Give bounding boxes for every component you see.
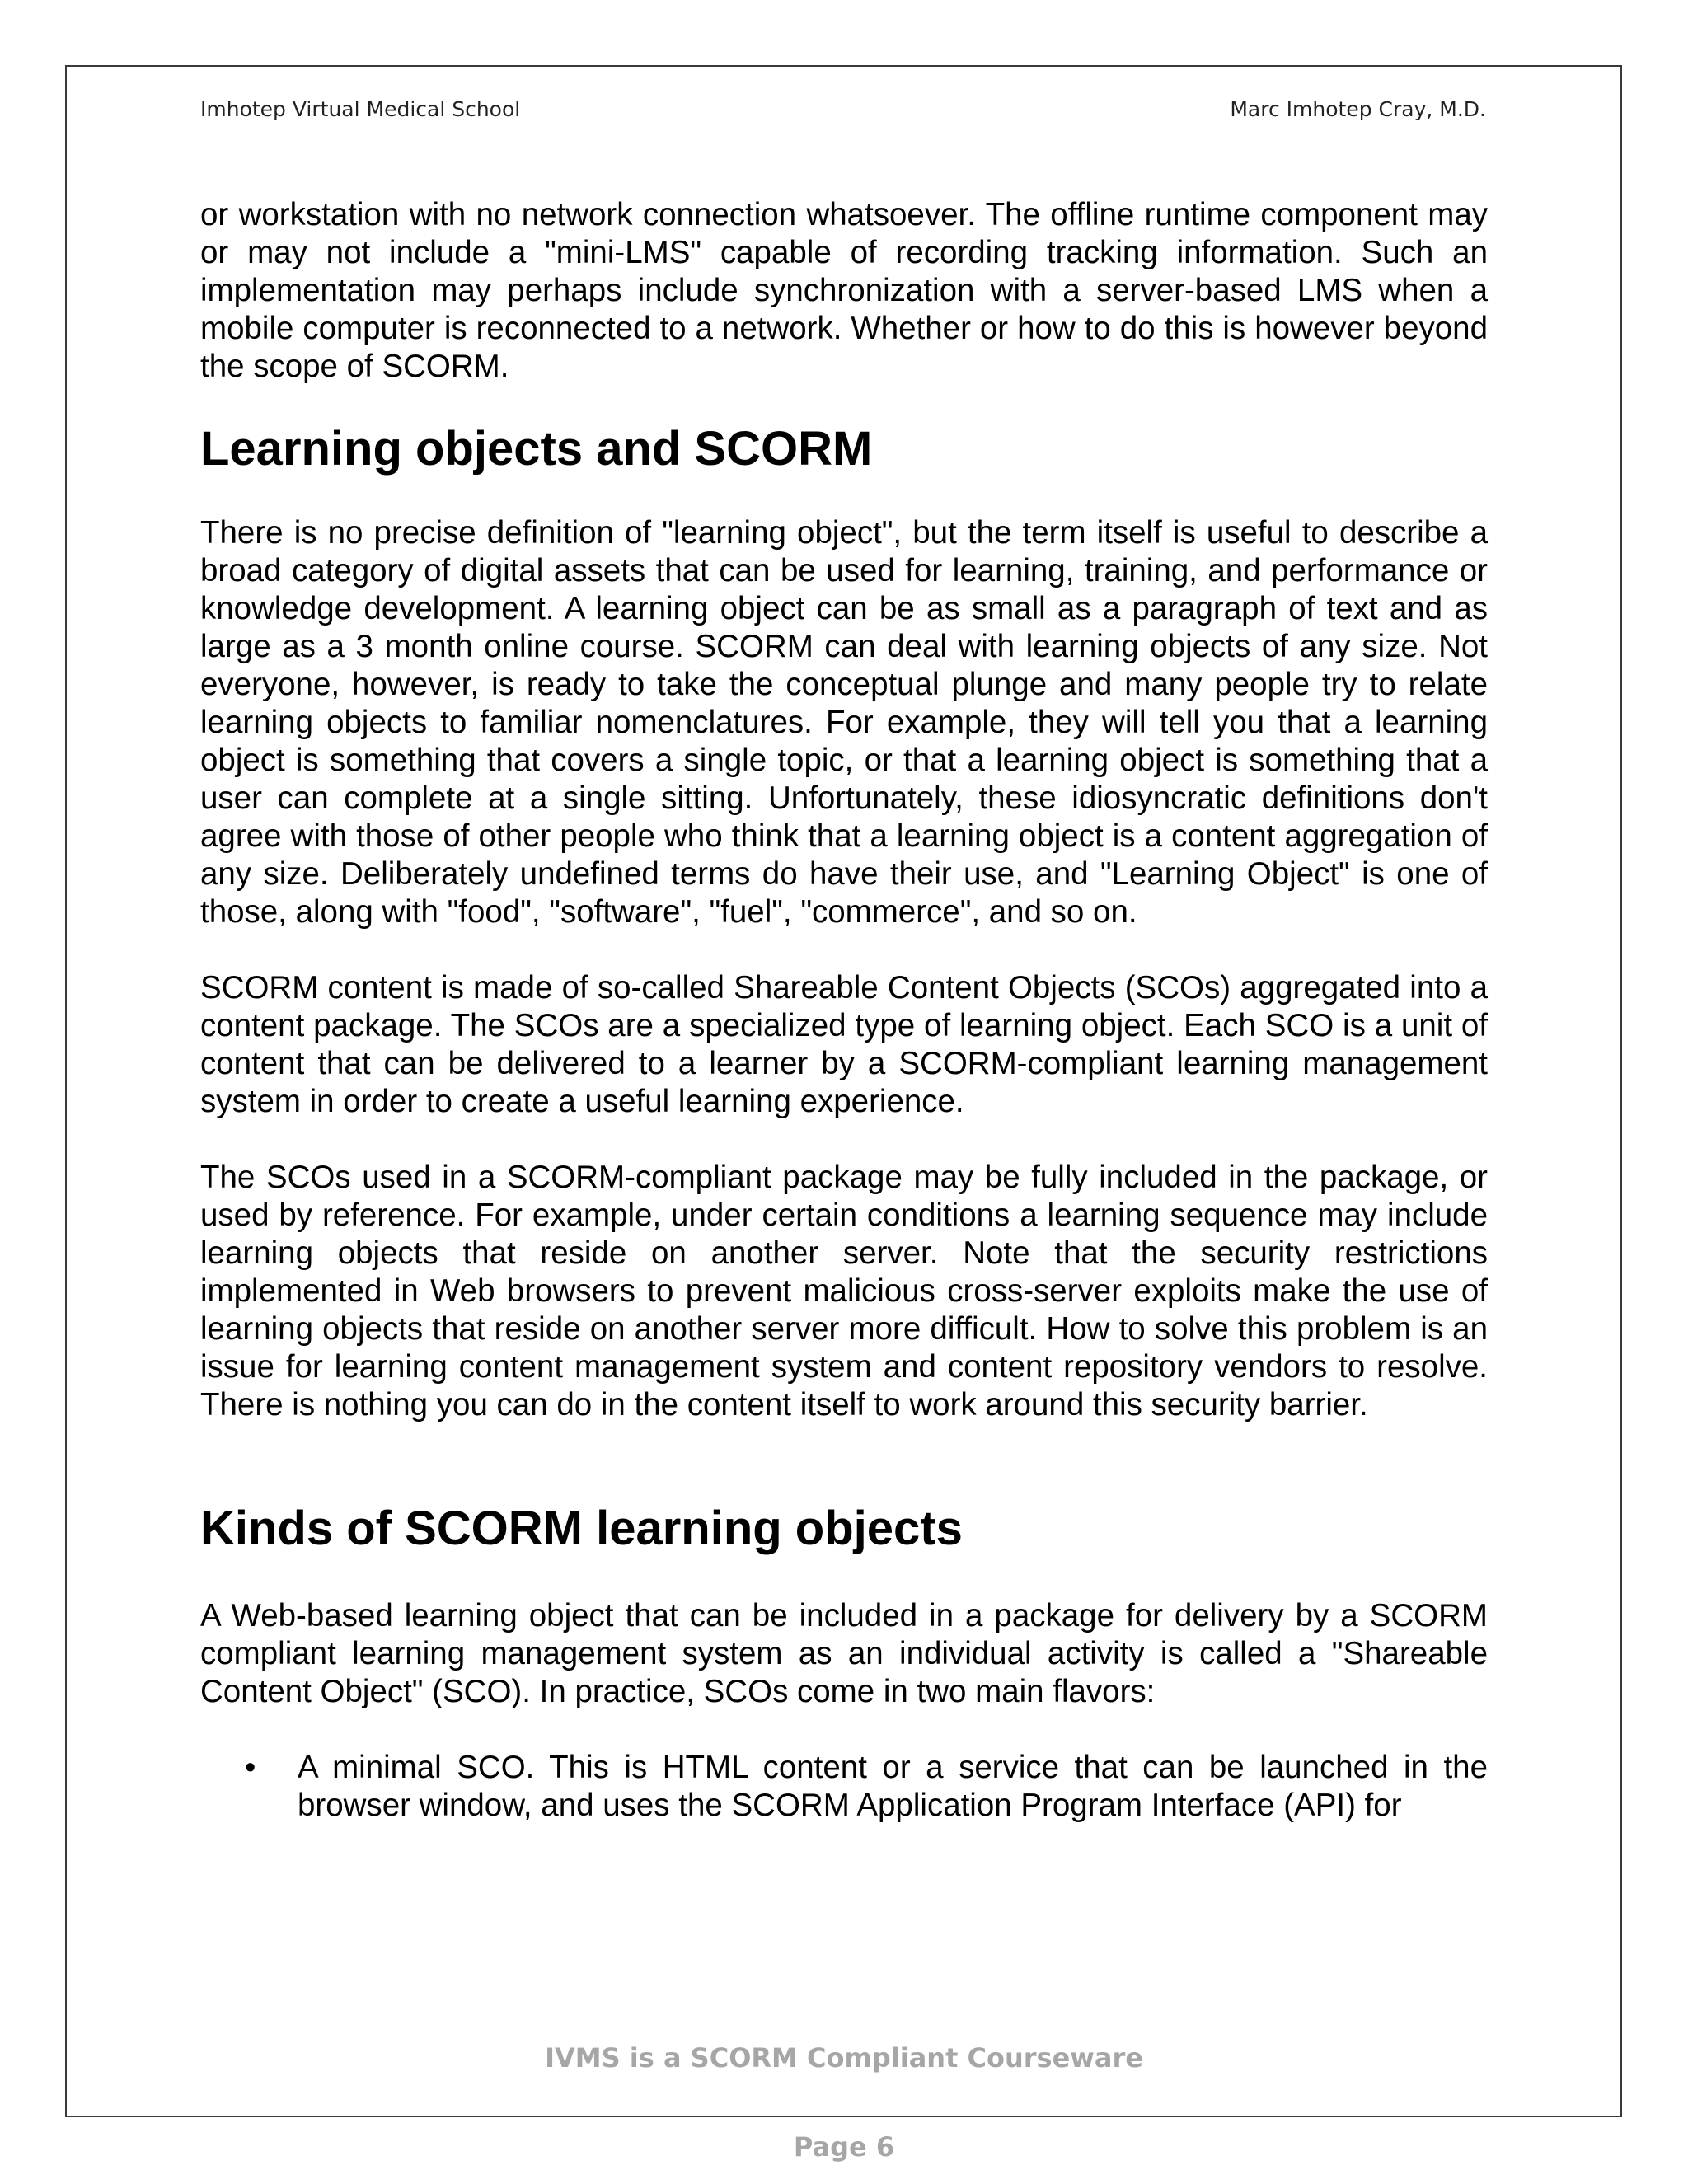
header-author-name: Marc Imhotep Cray, M.D. — [1230, 97, 1486, 121]
bullet-icon: • — [245, 1750, 256, 1785]
sco-flavors-list — [200, 1749, 1488, 1825]
footer-title: IVMS is a SCORM Compliant Courseware — [545, 2042, 1143, 2074]
list-item-text: A minimal SCO. This is HTML content or a service that can be launched in the browser window, and uses the SCORM Application Program Interface (API) for — [298, 1750, 1488, 1823]
header-school-name: Imhotep Virtual Medical School — [200, 97, 521, 121]
paragraph-scorm-content: SCORM content is made of so-called Shareable Content Objects (SCOs) aggregated into a content package. The SCOs are a specialized type of learning object. Each SCO is a unit of content that can be delivered to a learner by a SCORM-compliant learning management system in order to create a useful learning experience. — [200, 970, 1488, 1119]
section-heading-kinds-of-scorm: Kinds of SCORM learning objects — [200, 1502, 963, 1555]
section-heading-learning-objects: Learning objects and SCORM — [200, 422, 873, 476]
paragraph-sco-definition: A Web-based learning object that can be included in a package for delivery by a SCORM compliant learning management system as an individual activity is called a "Shareable Content Object" (SCO). In practice, SCOs come in two main flavors: — [200, 1598, 1488, 1709]
intro-paragraph: or workstation with no network connection whatsoever. The offline runtime component may or may not include a "mini-LMS" capable of recording tracking information. Such an implementation may perhaps include synchronization with a server-based LMS when a mobile computer is reconnected to a network. Whether or how to do this is however beyond the scope of SCORM. — [200, 197, 1488, 384]
page-header — [200, 97, 1486, 130]
document-body — [200, 196, 1488, 1825]
page-number: Page 6 — [793, 2131, 895, 2163]
paragraph-scos-by-reference: The SCOs used in a SCORM-compliant package may be fully included in the package, or used by reference. For example, under certain conditions a learning sequence may include learning objects that reside on another server. Note that the security restrictions implemented in Web browsers to prevent malicious cross-server exploits make the use of learning objects that reside on another server more difficult. How to solve this problem is an issue for learning content management system and content repository vendors to resolve. There is nothing you can do in the content itself to work around this security barrier. — [200, 1160, 1488, 1422]
paragraph-learning-object-definition: There is no precise definition of "learning object", but the term itself is useful to describe a broad category of digital assets that can be used for learning, training, and performance or knowledge development. A learning object can be as small as a paragraph of text and as large as a 3 month online course. SCORM can deal with learning objects of any size. Not everyone, however, is ready to take the conceptual plunge and many people try to relate learning objects to familiar nomenclatures. For example, they will tell you that a learning object is something that covers a single topic, or that a learning object is something that a user can complete at a single sitting. Unfortunately, these idiosyncratic definitions don't agree with those of other people who think that a learning object is a content aggregation of any size. Deliberately undefined terms do have their use, and "Learning Object" is one of those, along with "food", "software", "fuel", "commerce", and so on. — [200, 515, 1488, 930]
list-item — [200, 1749, 1488, 1825]
